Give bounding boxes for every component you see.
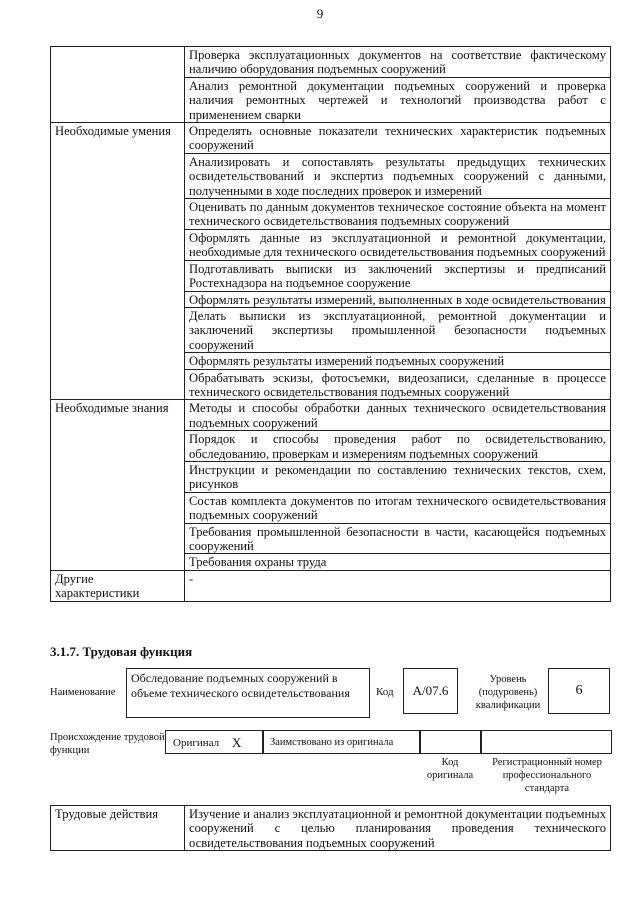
row-text: Состав комплекта документов по итогам технического освидетельствования подъемных сооружений	[185, 492, 611, 523]
original-label: Оригинал	[173, 737, 220, 749]
code-box	[403, 668, 458, 714]
table-row	[51, 47, 611, 78]
level-value: 6	[575, 683, 583, 698]
function-name-value: Обследование подъемных сооружений в объеме технического освидетельствования	[131, 671, 350, 700]
code-label: Код	[376, 686, 394, 698]
row-text: Изучение и анализ эксплуатационной и ремонтной документации подъемных сооружений с целью планирования проведения технического освидетельствования подъемных сооружений	[185, 806, 611, 851]
row-label: Необходимые умения	[51, 123, 185, 400]
regnum-caption: Регистрационный номер профессионального стандарта	[492, 757, 602, 794]
borrowed-label: Заимствовано из оригинала	[270, 737, 394, 748]
table-row	[51, 123, 611, 154]
row-text: Оценивать по данным документов техническое состояние объекта на момент технического освидетельствования подъемных сооружений	[185, 199, 611, 230]
row-text: Оформлять данные из эксплуатационной и ремонтной документации, необходимые для технического освидетельствования подъемных сооружений	[185, 229, 611, 260]
code-value: А/07.6	[412, 683, 449, 698]
section-heading: 3.1.7. Трудовая функция	[50, 644, 193, 659]
row-text: Оформлять результаты измерений, выполненных в ходе освидетельствования	[185, 291, 611, 307]
name-label: Наименование	[50, 687, 116, 698]
row-label: Необходимые знания	[51, 400, 185, 570]
code-caption: Код оригинала	[426, 757, 474, 781]
row-text: Делать выписки из эксплуатационной, ремонтной документации и заключений экспертизы промышленной безопасности подъемных сооружений	[185, 307, 611, 352]
original-mark: X	[232, 735, 242, 750]
row-text: Анализировать и сопоставлять результаты предыдущих технических освидетельствований и экспертиз подъемных сооружений с данными, полученными в ходе последних проверок и измерений	[185, 153, 611, 198]
function-name-box	[126, 668, 370, 718]
origin-divider-3	[480, 730, 482, 754]
row-text: Обрабатывать эскизы, фотосъемки, видеозаписи, сделанные в процессе технического освидетельствования подъемных сооружений	[185, 369, 611, 400]
row-text: Проверка эксплуатационных документов на соответствие фактическому наличию оборудования подъемных сооружений	[185, 47, 611, 78]
actions-table	[50, 805, 611, 851]
level-label: Уровень (подуровень) квалификации	[475, 674, 541, 711]
origin-divider-1	[262, 730, 264, 754]
row-label: Другие характеристики	[51, 570, 185, 601]
row-text: Определять основные показатели технических характеристик подъемных сооружений	[185, 123, 611, 154]
row-text: Методы и способы обработки данных технического освидетельствования подъемных сооружений	[185, 400, 611, 431]
row-text: Подготавливать выписки из заключений экспертизы и предписаний Ростехнадзора на подъемное сооружение	[185, 260, 611, 291]
row-text: Инструкции и рекомендации по составлению технических текстов, схем, рисунков	[185, 461, 611, 492]
row-text: -	[185, 570, 611, 601]
row-label	[51, 47, 185, 123]
table-row	[51, 806, 611, 851]
row-text: Анализ ремонтной документации подъемных сооружений и проверка наличия ремонтных чертежей и технологий производства работ с применением сварки	[185, 77, 611, 122]
requirements-table	[50, 46, 611, 602]
row-text: Оформлять результаты измерений подъемных сооружений	[185, 353, 611, 369]
row-text: Порядок и способы проведения работ по освидетельствованию, обследованию, проверкам и измерениям подъемных сооружений	[185, 431, 611, 462]
level-box	[548, 668, 610, 714]
origin-label: Происхождение трудовой функции	[50, 732, 165, 756]
table-row	[51, 570, 611, 601]
origin-divider-2	[419, 730, 421, 754]
table-row	[51, 400, 611, 431]
page-number: 9	[316, 6, 324, 21]
row-text: Требования промышленной безопасности в части, касающейся подъемных сооружений	[185, 523, 611, 554]
row-label: Трудовые действия	[51, 806, 185, 851]
row-text: Требования охраны труда	[185, 554, 611, 570]
